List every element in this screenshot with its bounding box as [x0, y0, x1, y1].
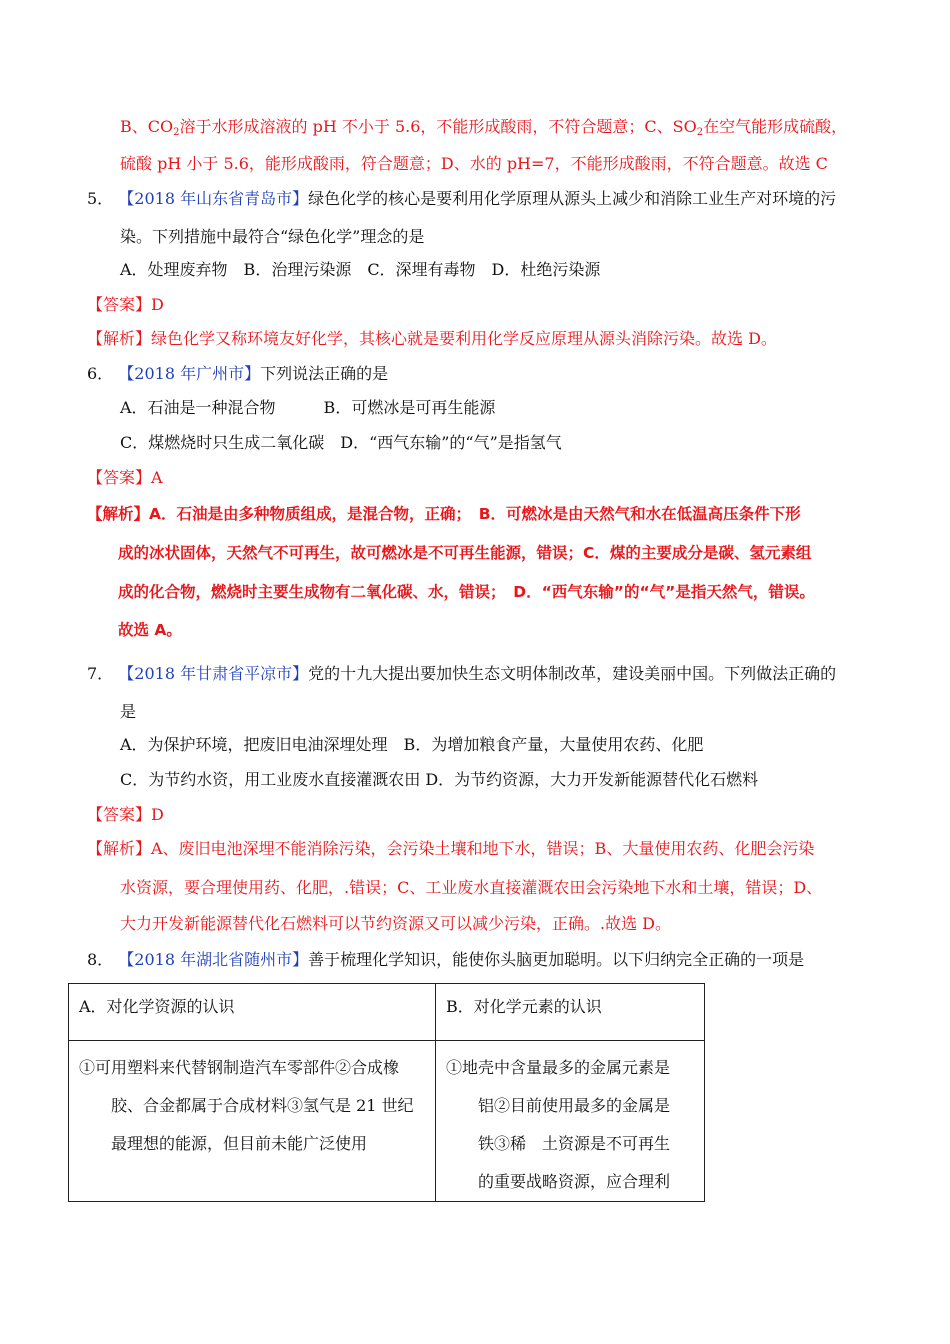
q8-cell-a-line-2: 胶、合金都属于合成材料③氢气是 21 世纪	[111, 1096, 414, 1115]
q8-stem: 8． 【2018 年湖北省随州市】善于梳理化学知识，能使你头脑更加聪明。以下归纳完全正确的一项是	[87, 950, 805, 969]
q8-cell-b-line-2: 铝②目前使用最多的金属是	[478, 1096, 671, 1115]
q7-answer: 【答案】D	[87, 805, 164, 824]
q8-table-cell-b	[436, 1041, 705, 1202]
q7-analysis-line-3: 大力开发新能源替代化石燃料可以节约资源又可以减少污染，正确。.故选 D。	[120, 914, 672, 933]
prev-analysis-line-1: B、$CO_2$溶于水形成溶液的 pH 不小于 5.6，不能形成酸雨，不符合题意；C、$SO_2$在空气能形成硫酸，	[120, 117, 848, 138]
q7-option-line-2: C．为节约水资，用工业废水直接灌溉农田 D．为节约资源，大力开发新能源替代化石燃料	[120, 770, 759, 789]
q8-cell-b-line-3: 铁③稀 土资源是不可再生	[478, 1134, 671, 1153]
q5-stem-line-1: 5． 【2018 年山东省青岛市】绿色化学的核心是要利用化学原理从源头上减少和消除工业生产对环境的污	[87, 189, 837, 208]
q7-analysis-line-2: 水资源，要合理使用药、化肥，.错误；C、工业废水直接灌溉农田会污染地下水和土壤，错误；D、	[120, 878, 823, 897]
q6-answer: 【答案】A	[87, 468, 163, 487]
q7-analysis-line-1: 【解析】A、废旧电池深埋不能消除污染，会污染土壤和地下水，错误；B、大量使用农药、化肥会污染	[87, 839, 815, 858]
q6-stem: 6． 【2018 年广州市】下列说法正确的是	[87, 364, 389, 383]
prev-analysis-line-2: 硫酸 pH 小于 5.6，能形成酸雨，符合题意；D、水的 pH=7，不能形成酸雨，不符合题意。故选 C	[120, 154, 828, 173]
q8-table-cell-a	[69, 1041, 436, 1202]
q5-analysis: 【解析】绿色化学又称环境友好化学，其核心就是要利用化学反应原理从源头消除污染。故选 D。	[87, 329, 777, 348]
q6-option-line-1: A．石油是一种混合物 B．可燃冰是可再生能源	[120, 398, 496, 417]
q7-stem-line-1: 7． 【2018 年甘肃省平凉市】党的十九大提出要加快生态文明体制改革，建设美丽中国。下列做法正确的	[87, 664, 837, 683]
q5-options: A．处理废弃物 B．治理污染源 C．深埋有毒物 D．杜绝污染源	[120, 260, 601, 279]
q8-cell-a-line-1: ①可用塑料来代替钢制造汽车零部件②合成橡	[79, 1058, 400, 1077]
q8-table-header-a: A．对化学资源的认识	[69, 984, 436, 1041]
q7-stem-line-2: 是	[120, 702, 137, 721]
q6-option-line-2: C．煤燃烧时只生成二氧化碳 D．“西气东输”的“气”是指氢气	[120, 433, 562, 452]
q8-cell-b-line-1: ①地壳中含量最多的金属元素是	[446, 1058, 671, 1077]
q7-source: 【2018 年甘肃省平凉市】	[118, 664, 309, 683]
q6-analysis-line-4: 故选 A。	[118, 621, 182, 639]
q6-source: 【2018 年广州市】	[118, 364, 261, 383]
q5-stem-line-2: 染。下列措施中最符合“绿色化学”理念的是	[120, 227, 425, 246]
q7-option-line-1: A．为保护环境，把废旧电油深埋处理 B．为增加粮食产量，大量使用农药、化肥	[120, 735, 704, 754]
q8-source: 【2018 年湖北省随州市】	[118, 950, 309, 969]
q5-answer: 【答案】D	[87, 295, 164, 314]
q5-source: 【2018 年山东省青岛市】	[118, 189, 309, 208]
q8-cell-a-line-3: 最理想的能源，但目前未能广泛使用	[111, 1134, 368, 1153]
q6-analysis-line-3: 成的化合物，燃烧时主要生成物有二氧化碳、水，错误； D．“西气东输”的“气”是指天然气，错误。	[118, 583, 815, 601]
q8-table-header-b: B．对化学元素的认识	[436, 984, 705, 1041]
q8-options-table	[68, 983, 705, 1202]
q6-analysis-line-2: 成的冰状固体，天然气不可再生，故可燃冰是不可再生能源，错误；C．煤的主要成分是碳、氢元素组	[118, 544, 812, 562]
q6-analysis-line-1: 【解析】A．石油是由多种物质组成，是混合物，正确； B．可燃冰是由天然气和水在低温高压条件下形	[87, 505, 801, 523]
q8-cell-b-line-4: 的重要战略资源，应合理利	[478, 1172, 671, 1191]
